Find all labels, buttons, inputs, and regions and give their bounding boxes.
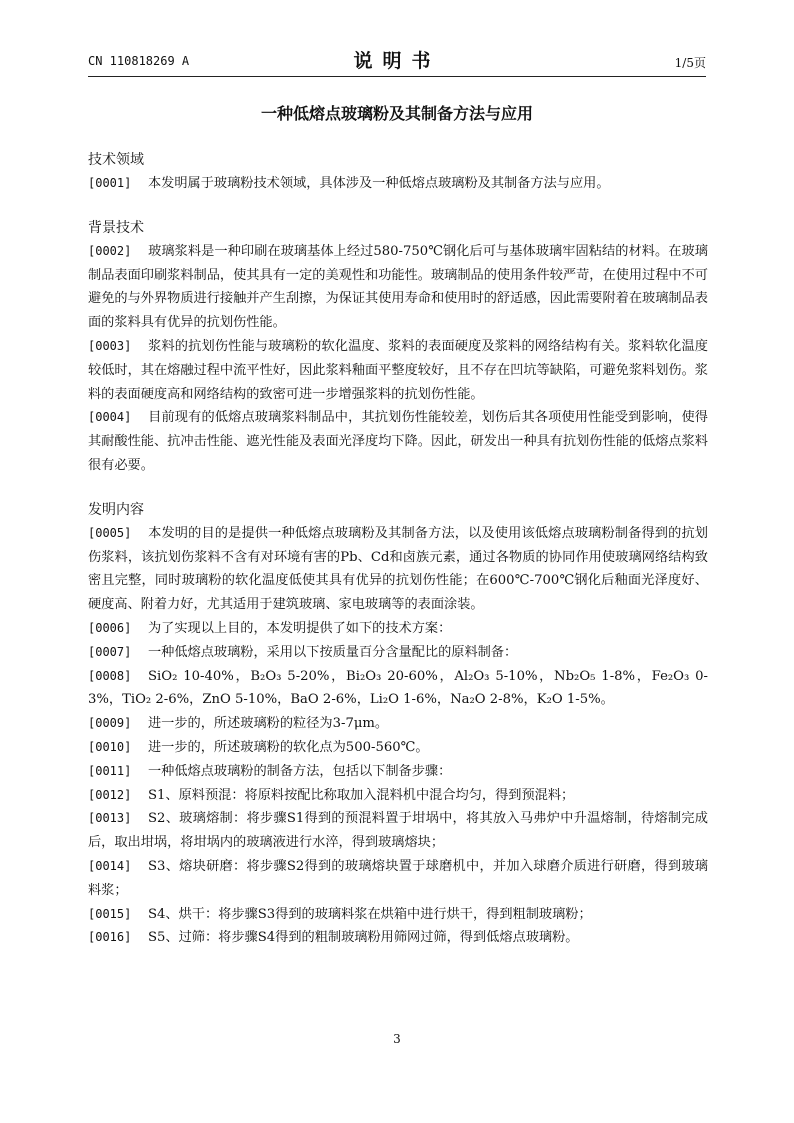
paragraph xyxy=(88,335,708,406)
section-heading: 发明内容 xyxy=(88,501,144,518)
paragraph xyxy=(88,760,708,784)
paragraph xyxy=(88,172,708,196)
paragraph xyxy=(88,665,708,713)
paragraph-number: [0016] xyxy=(88,930,132,945)
paragraph-number: [0015] xyxy=(88,906,132,921)
paragraph-number: [0008] xyxy=(88,668,132,683)
paragraph-number: [0010] xyxy=(88,739,132,754)
paragraph-number: [0006] xyxy=(88,620,132,635)
document-type: 说明书 xyxy=(353,50,441,72)
paragraph xyxy=(88,406,708,477)
paragraph-text: S4、烘干：将步骤S3得到的玻璃料浆在烘箱中进行烘干，得到粗制玻璃粉； xyxy=(148,906,592,922)
paragraph-text: 一种低熔点玻璃粉的制备方法，包括以下制备步骤： xyxy=(148,763,452,779)
paragraph-number: [0009] xyxy=(88,716,132,731)
paragraph-text: 浆料的抗划伤性能与玻璃粉的软化温度、浆料的表面硬度及浆料的网络结构有关。浆料软化温度较低时，其在熔融过程中流平性好，因此浆料釉面平整度较好，且不存在凹坑等缺陷，可避免浆料划伤。浆料的表面硬度高和网络结构的致密可进一步增强浆料的抗划伤性能。 xyxy=(88,338,708,402)
paragraph-text: 进一步的，所述玻璃粉的软化点为500-560℃。 xyxy=(148,739,429,755)
document-title: 一种低熔点玻璃粉及其制备方法与应用 xyxy=(260,104,533,123)
paragraph-text: S5、过筛：将步骤S4得到的粗制玻璃粉用筛网过筛，得到低熔点玻璃粉。 xyxy=(148,930,579,946)
paragraph xyxy=(88,784,708,808)
paragraph-text: S1、原料预混：将原料按配比称取加入混料机中混合均匀，得到预混料； xyxy=(148,787,575,803)
paragraph-number: [0012] xyxy=(88,787,132,802)
section-heading: 技术领域 xyxy=(88,152,144,168)
paragraph-number: [0007] xyxy=(88,644,132,659)
section-heading: 背景技术 xyxy=(88,219,144,236)
paragraph-text: 为了实现以上目的，本发明提供了如下的技术方案： xyxy=(148,620,452,636)
page-header xyxy=(88,46,706,74)
paragraph-number: [0004] xyxy=(88,410,132,425)
paragraph-text: 本发明属于玻璃粉技术领域，具体涉及一种低熔点玻璃粉及其制备方法与应用。 xyxy=(148,176,610,191)
paragraph-number: [0002] xyxy=(88,243,132,258)
paragraph-text: 本发明的目的是提供一种低熔点玻璃粉及其制备方法，以及使用该低熔点玻璃粉制备得到的抗划伤浆料，该抗划伤浆料不含有对环境有害的Pb、Cd和卤族元素，通过各物质的协同作用使玻璃网络结构致密且完整，同时玻璃粉的软化温度低使其具有优异的抗划伤性能；在600℃-700℃钢化后釉面光泽度好、硬度高、附着力好，尤其适用于建筑玻璃、家电玻璃等的表面涂装。 xyxy=(88,525,708,613)
document-body xyxy=(88,148,708,950)
paragraph-text: S2、玻璃熔制：将步骤S1得到的预混料置于坩埚中，将其放入马弗炉中升温熔制，待熔制完成后，取出坩埚，将坩埚内的玻璃液进行水淬，得到玻璃熔块； xyxy=(88,811,708,851)
paragraph-number: [0005] xyxy=(88,525,132,540)
paragraph-text: 一种低熔点玻璃粉，采用以下按质量百分含量配比的原料制备： xyxy=(148,644,518,660)
paragraph xyxy=(88,240,708,335)
paragraph-number: [0003] xyxy=(88,338,132,353)
page-number: 3 xyxy=(393,1032,401,1046)
paragraph-number: [0013] xyxy=(88,811,132,826)
paragraph-text: 目前现有的低熔点玻璃浆料制品中，其抗划伤性能较差，划伤后其各项使用性能受到影响，使得其耐酸性能、抗冲击性能、遮光性能及表面光泽度均下降。因此，研发出一种具有抗划伤性能的低熔点浆料很有必要。 xyxy=(88,410,708,473)
paragraph xyxy=(88,807,708,855)
paragraph-text: S3、熔块研磨：将步骤S2得到的玻璃熔块置于球磨机中，并加入球磨介质进行研磨，得到玻璃料浆； xyxy=(88,858,708,898)
paragraph-text: 进一步的，所述玻璃粉的粒径为3-7μm。 xyxy=(148,716,389,732)
paragraph xyxy=(88,712,708,736)
paragraph xyxy=(88,903,708,927)
paragraph-number: [0014] xyxy=(88,858,132,873)
paragraph-text: 玻璃浆料是一种印刷在玻璃基体上经过580-750℃钢化后可与基体玻璃牢固粘结的材料。在玻璃制品表面印刷浆料制品，使其具有一定的美观性和功能性。玻璃制品的使用条件较严苛，在使用过程中不可避免的与外界物质进行接触并产生刮擦，为保证其使用寿命和使用时的舒适感，因此需要附着在玻璃制品表面的浆料具有优异的抗划伤性能。 xyxy=(88,243,708,331)
paragraph xyxy=(88,522,708,617)
paragraph-number: [0001] xyxy=(88,176,132,190)
paragraph xyxy=(88,855,708,903)
paragraph xyxy=(88,641,708,665)
paragraph xyxy=(88,926,708,950)
paragraph xyxy=(88,736,708,760)
paragraph-text: SiO₂ 10-40%，B₂O₃ 5-20%，Bi₂O₃ 20-60%，Al₂O₃ 5-10%，Nb₂O₅ 1-8%，Fe₂O₃ 0-3%，TiO₂ 2-6%，ZnO 5-10%，BaO 2-6%，Li₂O 1-6%，Na₂O 2-8%，K₂O 1-5%。 xyxy=(88,668,708,708)
paragraph-number: [0011] xyxy=(88,763,132,778)
page-info: 1/5页 xyxy=(674,56,706,70)
paragraph xyxy=(88,617,708,641)
header-rule xyxy=(88,76,706,77)
patent-number: CN 110818269 A xyxy=(88,54,190,68)
